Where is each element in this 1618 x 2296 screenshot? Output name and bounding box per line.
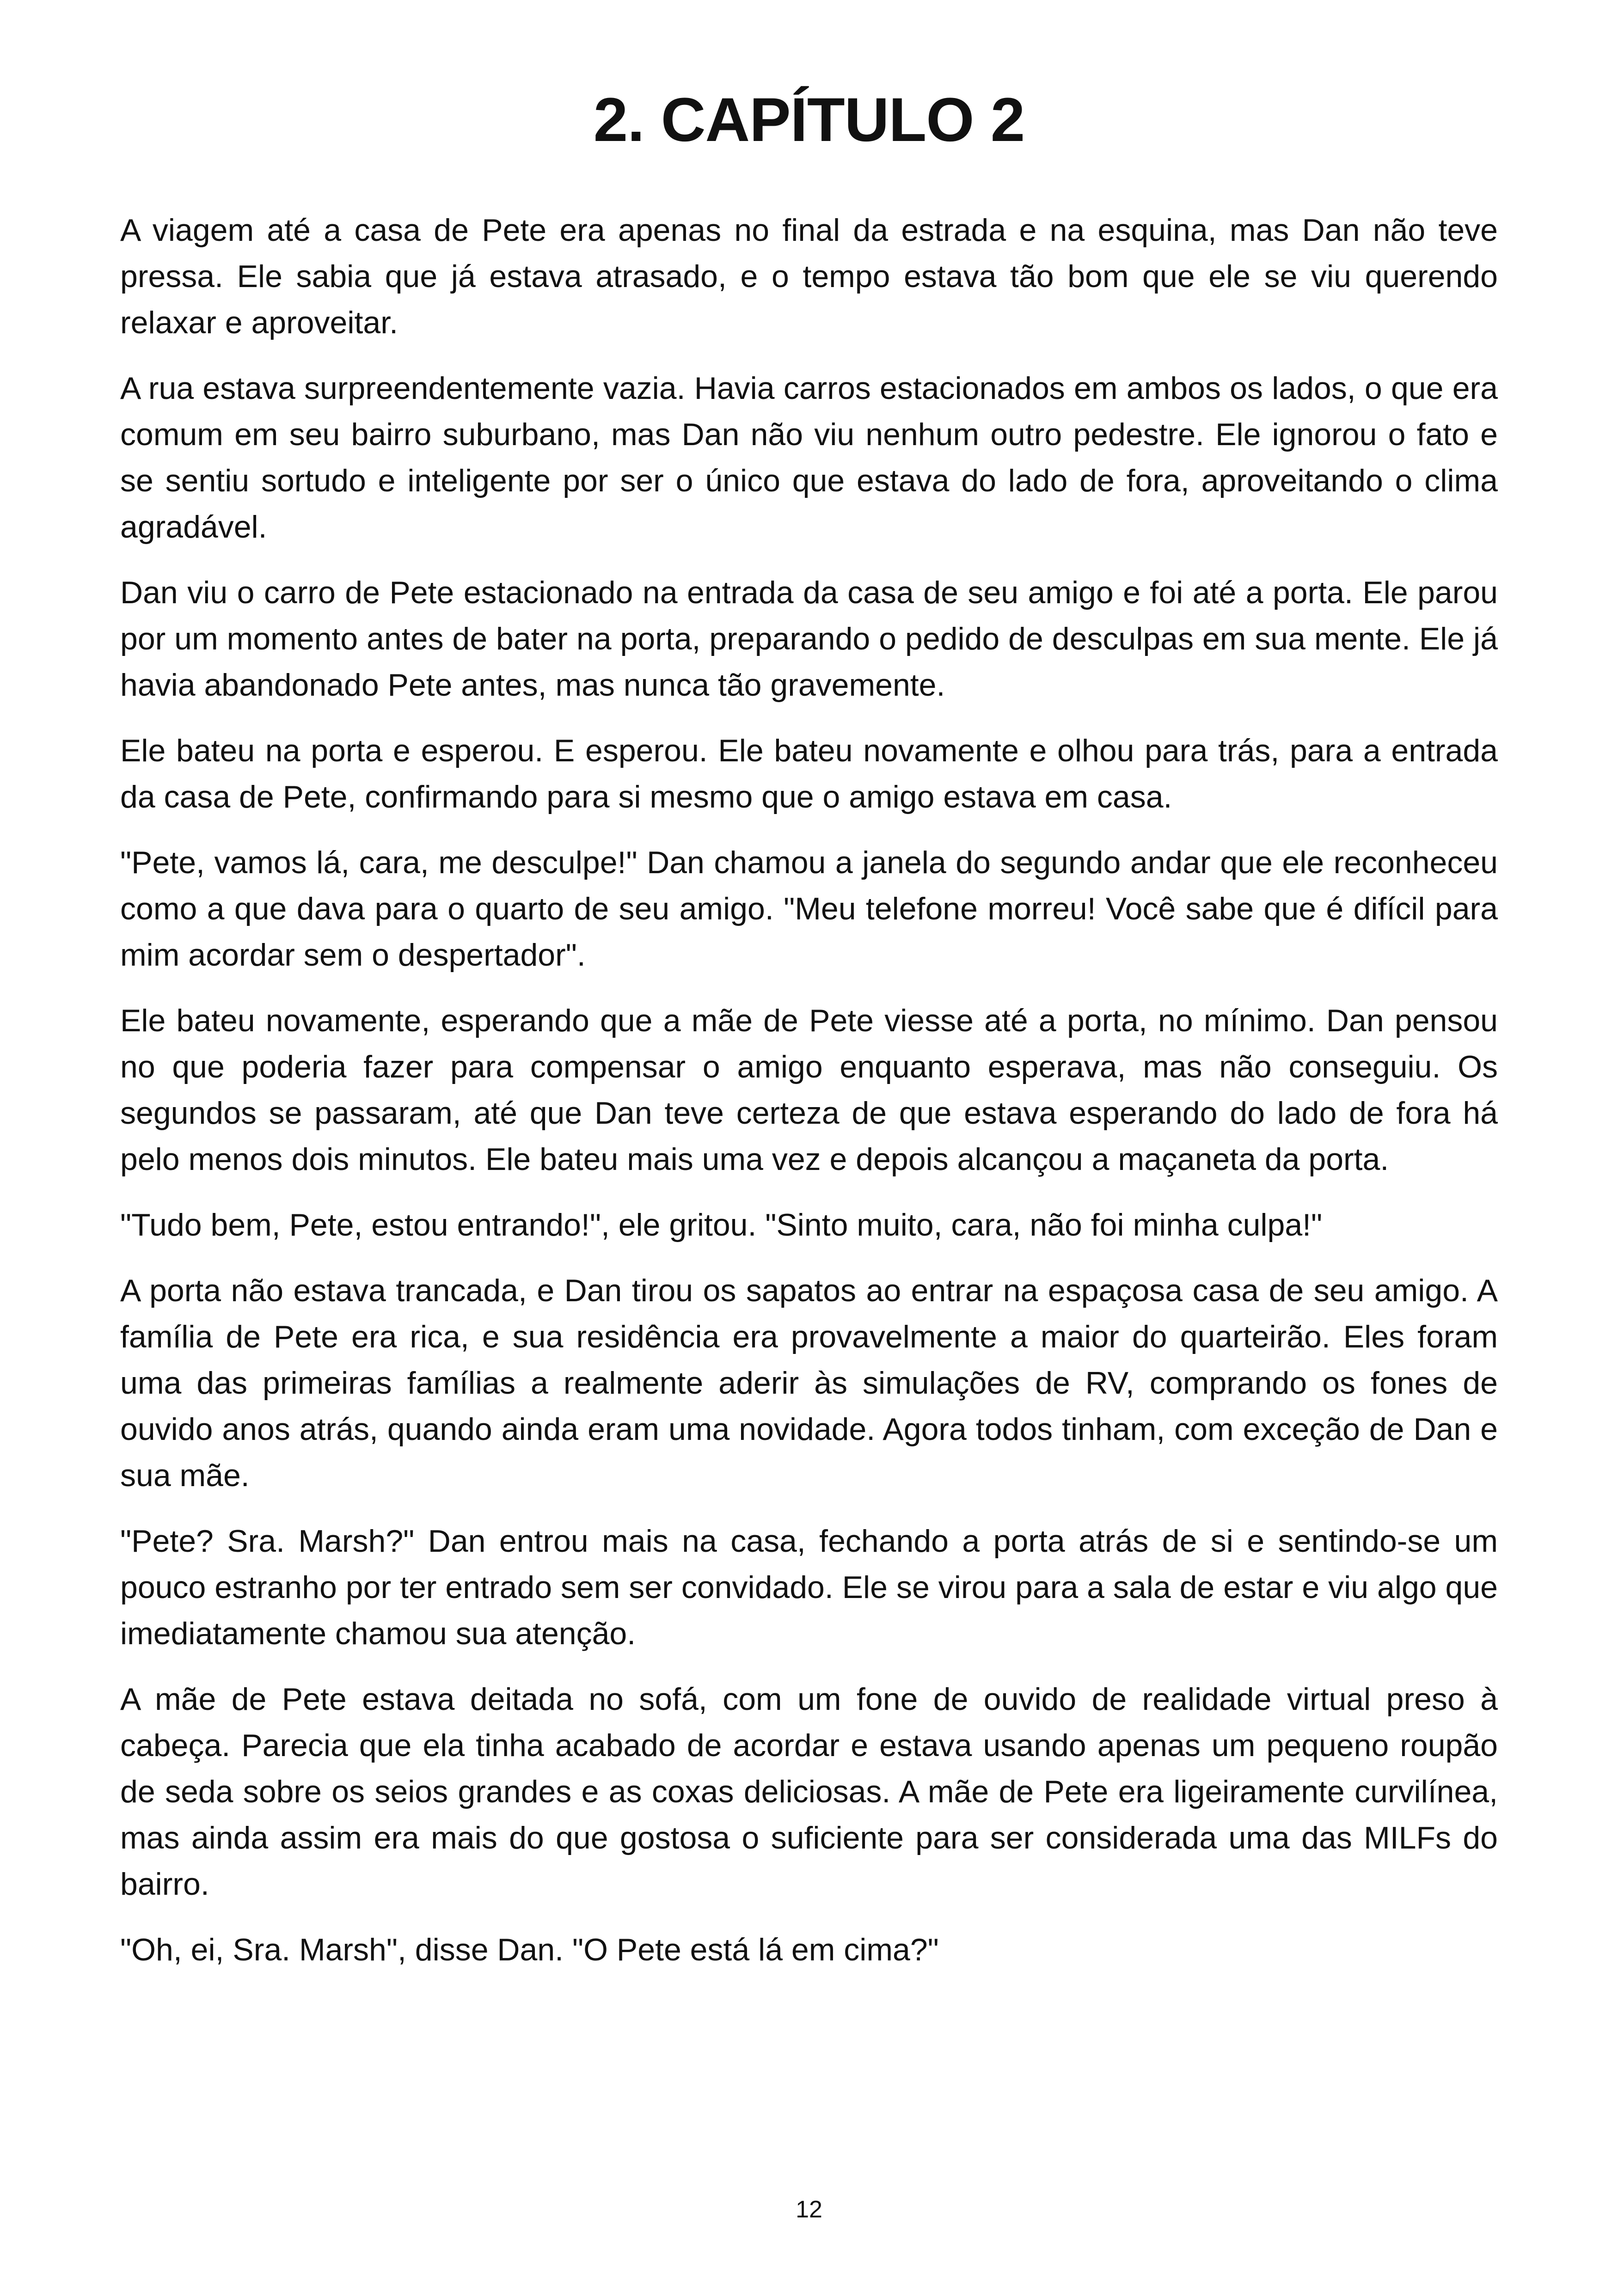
paragraph: Ele bateu novamente, esperando que a mãe de Pete viesse até a porta, no mínimo. Dan pensou no que poderia fazer para compensar o amigo enquanto esperava, mas não conseguiu. Os segundos se passaram, até que Dan teve certeza de que estava esperando do lado de fora há pelo menos dois minutos. Ele bateu mais uma vez e depois alcançou a maçaneta da porta. bbox=[120, 1003, 1498, 1177]
page-number: 12 bbox=[796, 2196, 822, 2223]
paragraph: A rua estava surpreendentemente vazia. Havia carros estacionados em ambos os lados, o que era comum em seu bairro suburbano, mas Dan não viu nenhum outro pedestre. Ele ignorou o fato e se sentiu sortudo e inteligente por ser o único que estava do lado de fora, aproveitando o clima agradável. bbox=[120, 371, 1498, 545]
paragraph: "Tudo bem, Pete, estou entrando!", ele gritou. "Sinto muito, cara, não foi minha culpa!" bbox=[120, 1207, 1323, 1243]
paragraph: A viagem até a casa de Pete era apenas no final da estrada e na esquina, mas Dan não teve pressa. Ele sabia que já estava atrasado, e o tempo estava tão bom que ele se viu querendo relaxar e aproveitar. bbox=[120, 213, 1498, 340]
paragraph: Dan viu o carro de Pete estacionado na entrada da casa de seu amigo e foi até a porta. Ele parou por um momento antes de bater na porta, preparando o pedido de desculpas em sua mente. Ele já havia abandonado Pete antes, mas nunca tão gravemente. bbox=[120, 575, 1498, 703]
paragraph: "Oh, ei, Sra. Marsh", disse Dan. "O Pete está lá em cima?" bbox=[120, 1932, 939, 1967]
paragraph: A mãe de Pete estava deitada no sofá, com um fone de ouvido de realidade virtual preso à cabeça. Parecia que ela tinha acabado de acordar e estava usando apenas um pequeno roupão de seda sobre os seios grandes e as coxas deliciosas. A mãe de Pete era ligeiramente curvilínea, mas ainda assim era mais do que gostosa o suficiente para ser considerada uma das MILFs do bairro. bbox=[120, 1682, 1498, 1902]
chapter-title: 2. CAPÍTULO 2 bbox=[593, 86, 1025, 154]
paragraph: Ele bateu na porta e esperou. E esperou. Ele bateu novamente e olhou para trás, para a entrada da casa de Pete, confirmando para si mesmo que o amigo estava em casa. bbox=[120, 733, 1498, 814]
paragraph: "Pete, vamos lá, cara, me desculpe!" Dan chamou a janela do segundo andar que ele reconheceu como a que dava para o quarto de seu amigo. "Meu telefone morreu! Você sabe que é difícil para mim acordar sem o despertador". bbox=[120, 845, 1498, 973]
chapter-body bbox=[120, 207, 1498, 1973]
paragraph: A porta não estava trancada, e Dan tirou os sapatos ao entrar na espaçosa casa de seu amigo. A família de Pete era rica, e sua residência era provavelmente a maior do quarteirão. Eles foram uma das primeiras famílias a realmente aderir às simulações de RV, comprando os fones de ouvido anos atrás, quando ainda eram uma novidade. Agora todos tinham, com exceção de Dan e sua mãe. bbox=[120, 1273, 1498, 1493]
paragraph: "Pete? Sra. Marsh?" Dan entrou mais na casa, fechando a porta atrás de si e sentindo-se um pouco estranho por ter entrado sem ser convidado. Ele se virou para a sala de estar e viu algo que imediatamente chamou sua atenção. bbox=[120, 1524, 1498, 1651]
